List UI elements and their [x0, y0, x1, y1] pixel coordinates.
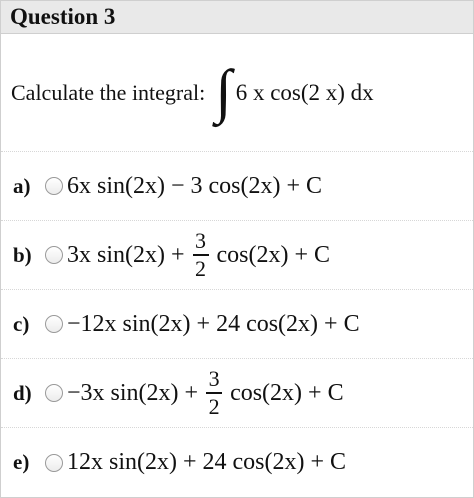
option-label: b)	[13, 242, 32, 267]
option-b[interactable]	[1, 221, 473, 290]
expression-left: 3x sin(2x) +	[67, 241, 185, 268]
option-c[interactable]	[1, 290, 473, 359]
radio-e[interactable]	[45, 454, 63, 472]
option-label: d)	[13, 380, 32, 405]
option-label: c)	[13, 311, 30, 336]
fraction-numerator: 3	[195, 228, 207, 254]
expression-right: cos(2x) + C	[216, 241, 331, 268]
radio-d[interactable]	[45, 384, 63, 402]
integral-expression	[215, 57, 374, 124]
option-expression: 6x sin(2x) − 3 cos(2x) + C	[67, 172, 323, 199]
integral-sign: ∫	[215, 57, 232, 124]
prompt-text: Calculate the integral:	[11, 79, 206, 105]
option-label: a)	[13, 173, 31, 198]
radio-b[interactable]	[45, 246, 63, 264]
fraction-denominator: 2	[208, 393, 220, 419]
fraction	[206, 368, 222, 418]
option-expression	[67, 368, 344, 418]
option-label: e)	[13, 450, 30, 474]
integrand: 6 x cos(2 x) dx	[235, 79, 374, 105]
option-a[interactable]	[1, 152, 473, 221]
option-e[interactable]	[1, 428, 473, 497]
option-expression: 12x sin(2x) + 24 cos(2x) + C	[67, 449, 347, 475]
question-prompt	[1, 34, 473, 152]
fraction-numerator: 3	[208, 366, 220, 392]
question-title: Question 3	[1, 1, 473, 34]
radio-a[interactable]	[45, 177, 63, 195]
radio-c[interactable]	[45, 315, 63, 333]
option-expression	[67, 230, 330, 280]
expression-left: −3x sin(2x) +	[67, 379, 199, 406]
expression-right: cos(2x) + C	[230, 379, 344, 406]
option-d[interactable]	[1, 359, 473, 428]
fraction-denominator: 2	[195, 255, 207, 281]
option-expression: −12x sin(2x) + 24 cos(2x) + C	[67, 310, 360, 337]
fraction	[193, 230, 209, 280]
